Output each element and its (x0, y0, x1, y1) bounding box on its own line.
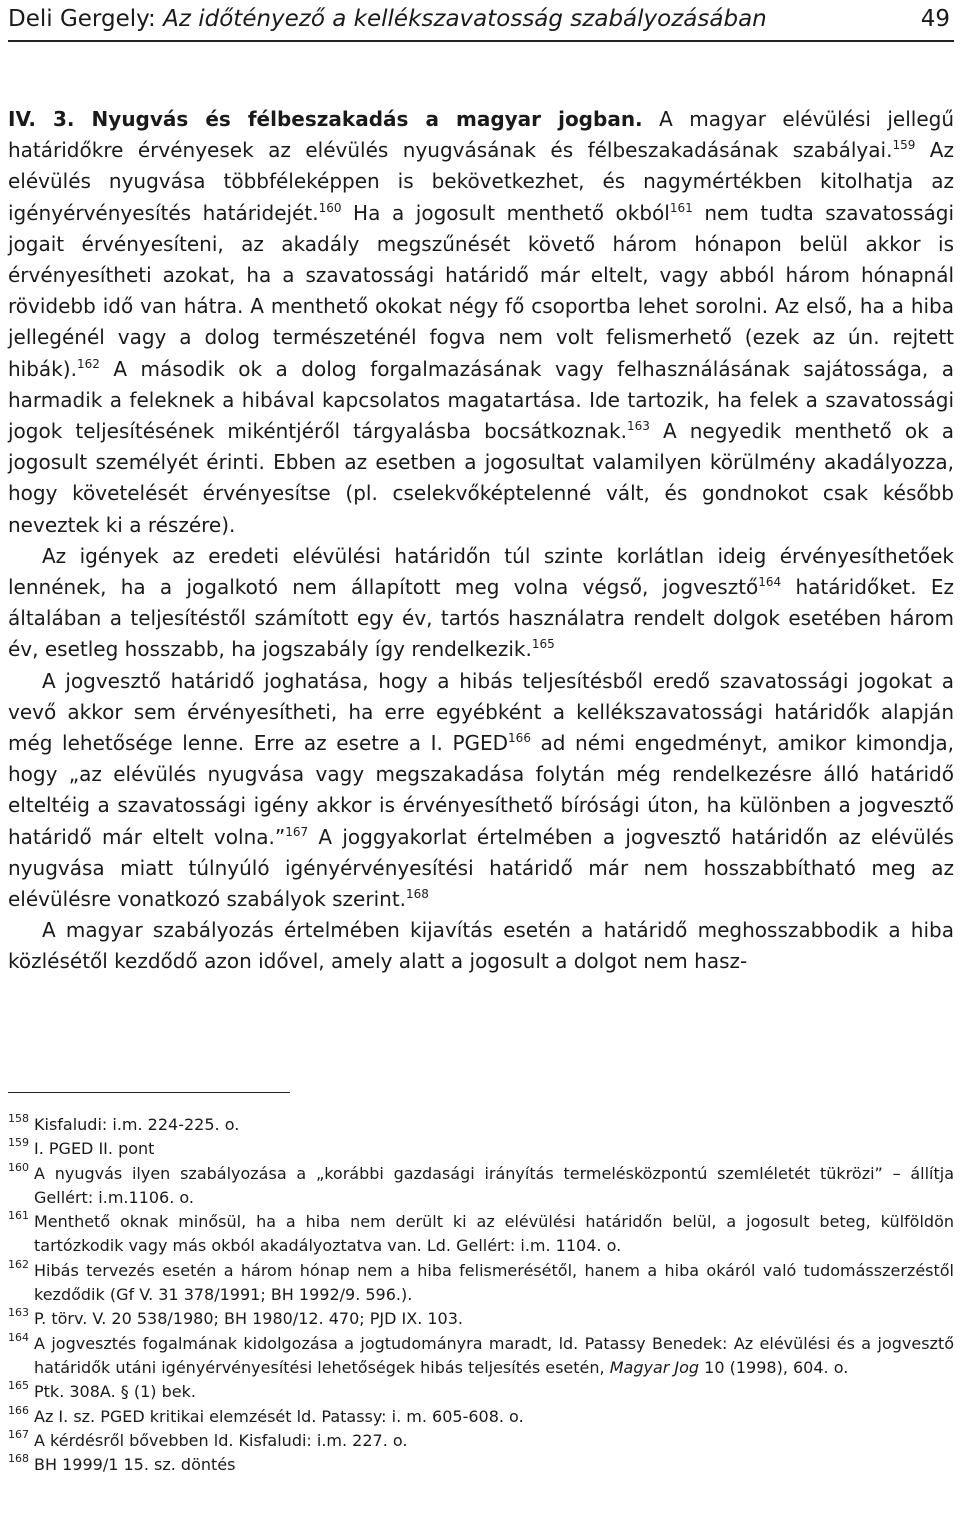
header-author: Deli Gergely: (8, 6, 164, 32)
footnote-ref-166[interactable]: 166 (508, 731, 531, 746)
text-run: ad némi engedményt, amikor kimondja, hogy „az elévülés nyugvása vagy megszakadása folytán még rendelkezésre álló határidő elteltéig a szavatossági igény akkor is érvényesíthető bírósági úton, ha különben a jogvesztő határidő már eltelt volna.” (8, 731, 955, 849)
text-run: A joggyakorlat értelmében a jogvesztő határidőn az elévülés nyugvása miatt túlnyúló igényérvényesítési határidő már nem hosszabbítható meg az elévülésre vonatkozó szabályok szerint. (8, 824, 954, 912)
footnote-168 (8, 1453, 954, 1477)
text-run: határidőket. Ez általában a teljesítéstől számított egy év, tartós használatra rendelt dolgok esetében három év, esetleg hosszabb, ha jogszabály így rendelkezik. (8, 575, 954, 662)
footnote-text: Ptk. 308A. § (1) bek. (34, 1382, 196, 1402)
footnote-text: Hibás tervezés esetén a három hónap nem a hiba felismerésétől, hanem a hiba okáról való tudomásszerzéstől kezdődik (Gf V. 31 378/1991; BH 1992/9. 596.). (34, 1260, 954, 1305)
footnote-166 (8, 1405, 954, 1429)
footnote-text: A kérdésről bővebben ld. Kisfaludi: i.m. 227. o. (34, 1430, 408, 1450)
paragraph-4 (8, 915, 954, 977)
text-run: nem tudta szavatossági jogait érvényesíteni, az akadály megszűnését követő három hónapon belül akkor is érvényesítheti azokat, ha a szavatossági határidő már eltelt, vagy abból három hónapnál rövidebb idő van hátra. A menthető okokat négy fő csoportba lehet sorolni. Az első, ha a hiba jellegénél vagy a dolog természeténél fogva nem volt felismerhető (ezek az ún. rejtett hibák). (8, 200, 954, 381)
footnote-161 (8, 1210, 954, 1259)
page-number: 49 (920, 6, 950, 32)
footnote-ref-159[interactable]: 159 (892, 138, 916, 153)
footnote-number: 158 (8, 1112, 29, 1125)
text-run: Ha a jogosult menthető okból (341, 200, 670, 225)
footnote-number: 165 (8, 1379, 29, 1393)
footnote-text: BH 1999/1 15. sz. döntés (34, 1455, 236, 1475)
footnote-number: 168 (8, 1452, 29, 1466)
body-text (8, 104, 954, 978)
footnote-158 (8, 1113, 954, 1137)
footnote-number: 166 (8, 1403, 29, 1417)
footnote-text: Menthető oknak minősül, ha a hiba nem derült ki az elévülési határidőn belül, a jogosult beteg, külföldön tartózkodik vagy más okból akadályoztatva van. Ld. Gellért: i.m. 1104. o. (34, 1212, 954, 1256)
paragraph-3 (8, 666, 954, 916)
section-heading: IV. 3. Nyugvás és félbeszakadás a magyar jogban. (8, 107, 643, 131)
text-run: Az elévülés nyugvása többféleképpen is bekövetkezhet, és nagymértékben kitolhatja az igényérvényesítés határidejét. (8, 138, 954, 225)
footnote-text: Kisfaludi: i.m. 224-225. o. (34, 1115, 240, 1134)
text-run: A negyedik menthető ok a jogosult személyét érinti. Ebben az esetben a jogosultat valamilyen körülmény akadályozza, hogy követelését érvényesítse (pl. cselekvőképtelenné vált, és gondnokot csak később neveztek ki a részére). (8, 419, 954, 537)
footnote-text: A nyugvás ilyen szabályozása a „korábbi gazdasági irányítás termelésközpontú szemléletét tükrözi” – állítja Gellért: i.m.1106. o. (34, 1163, 954, 1207)
footnote-ref-161[interactable]: 161 (669, 200, 693, 215)
text-run: A magyar elévülési jellegű határidőkre érvényesek az elévülés nyugvásának és félbeszakadásának szabályai. (8, 107, 954, 163)
footnote-163 (8, 1307, 954, 1331)
footnote-text: A jogvesztés fogalmának kidolgozása a jogtudományra maradt, ld. Patassy Benedek: Az elévülési és a jogvesztő határidők utáni igényérvényesítési lehetőségek hibás teljesítés esetén, (34, 1333, 954, 1377)
footnotes (8, 1113, 954, 1477)
footnote-number: 160 (8, 1160, 29, 1174)
journal-title: Magyar Jog (609, 1357, 700, 1377)
footnote-ref-164[interactable]: 164 (758, 575, 782, 590)
text-run: Az igények az eredeti elévülési határidőn túl szinte korlátlan ideig érvényesíthetőek lennének, ha a jogalkotó nem állapított meg volna végső, jogvesztő (8, 543, 954, 600)
footnote-number: 164 (8, 1330, 29, 1344)
footnote-165 (8, 1380, 954, 1404)
footnote-text: 10 (1998), 604. o. (699, 1357, 849, 1377)
footnote-164 (8, 1332, 954, 1381)
footnote-ref-160[interactable]: 160 (318, 200, 342, 215)
running-header (8, 4, 954, 36)
text-run: A magyar szabályozás értelmében kijavítás esetén a határidő meghosszabbodik a hiba közlésétől kezdődő azon idővel, amely alatt a jogosult a dolgot nem hasz- (8, 918, 954, 974)
footnote-number: 167 (8, 1427, 29, 1441)
footnote-ref-162[interactable]: 162 (76, 356, 100, 371)
footnote-divider (8, 1092, 290, 1093)
footnote-159 (8, 1137, 954, 1161)
footnote-ref-165[interactable]: 165 (531, 637, 555, 652)
header-title: Az időtényező a kellékszavatosság szabályozásában (163, 6, 767, 32)
paragraph-2 (8, 541, 954, 666)
paragraph-1 (8, 104, 954, 541)
footnote-ref-163[interactable]: 163 (627, 419, 650, 434)
header-divider (8, 40, 954, 42)
footnote-ref-168[interactable]: 168 (406, 887, 429, 902)
text-run: A második ok a dolog forgalmazásának vagy felhasználásának sajátossága, a harmadik a feleknek a hibával kapcsolatos magatartása. Ide tartozik, ha felek a szavatossági jogok teljesítésének mikéntjéről tárgyalásba bocsátkoznak. (8, 356, 954, 444)
footnote-number: 163 (8, 1306, 29, 1320)
footnote-162 (8, 1259, 954, 1308)
footnote-text: Az I. sz. PGED kritikai elemzését ld. Patassy: i. m. 605-608. o. (34, 1406, 524, 1426)
footnote-167 (8, 1429, 954, 1453)
footnote-number: 159 (8, 1136, 29, 1150)
footnote-text: P. törv. V. 20 538/1980; BH 1980/12. 470; PJD IX. 103. (34, 1309, 463, 1329)
footnote-number: 161 (8, 1209, 29, 1223)
footnote-number: 162 (8, 1257, 29, 1271)
text-run: A jogvesztő határidő joghatása, hogy a hibás teljesítésből eredő szavatossági jogokat a vevő akkor sem érvényesítheti, ha erre egyébként a kellékszavatossági határidők alapján még lehetősége lenne. Erre az esetre a I. PGED (8, 668, 954, 756)
footnote-text: I. PGED II. pont (34, 1139, 155, 1159)
footnote-ref-167[interactable]: 167 (285, 824, 309, 839)
footnote-160 (8, 1162, 954, 1211)
